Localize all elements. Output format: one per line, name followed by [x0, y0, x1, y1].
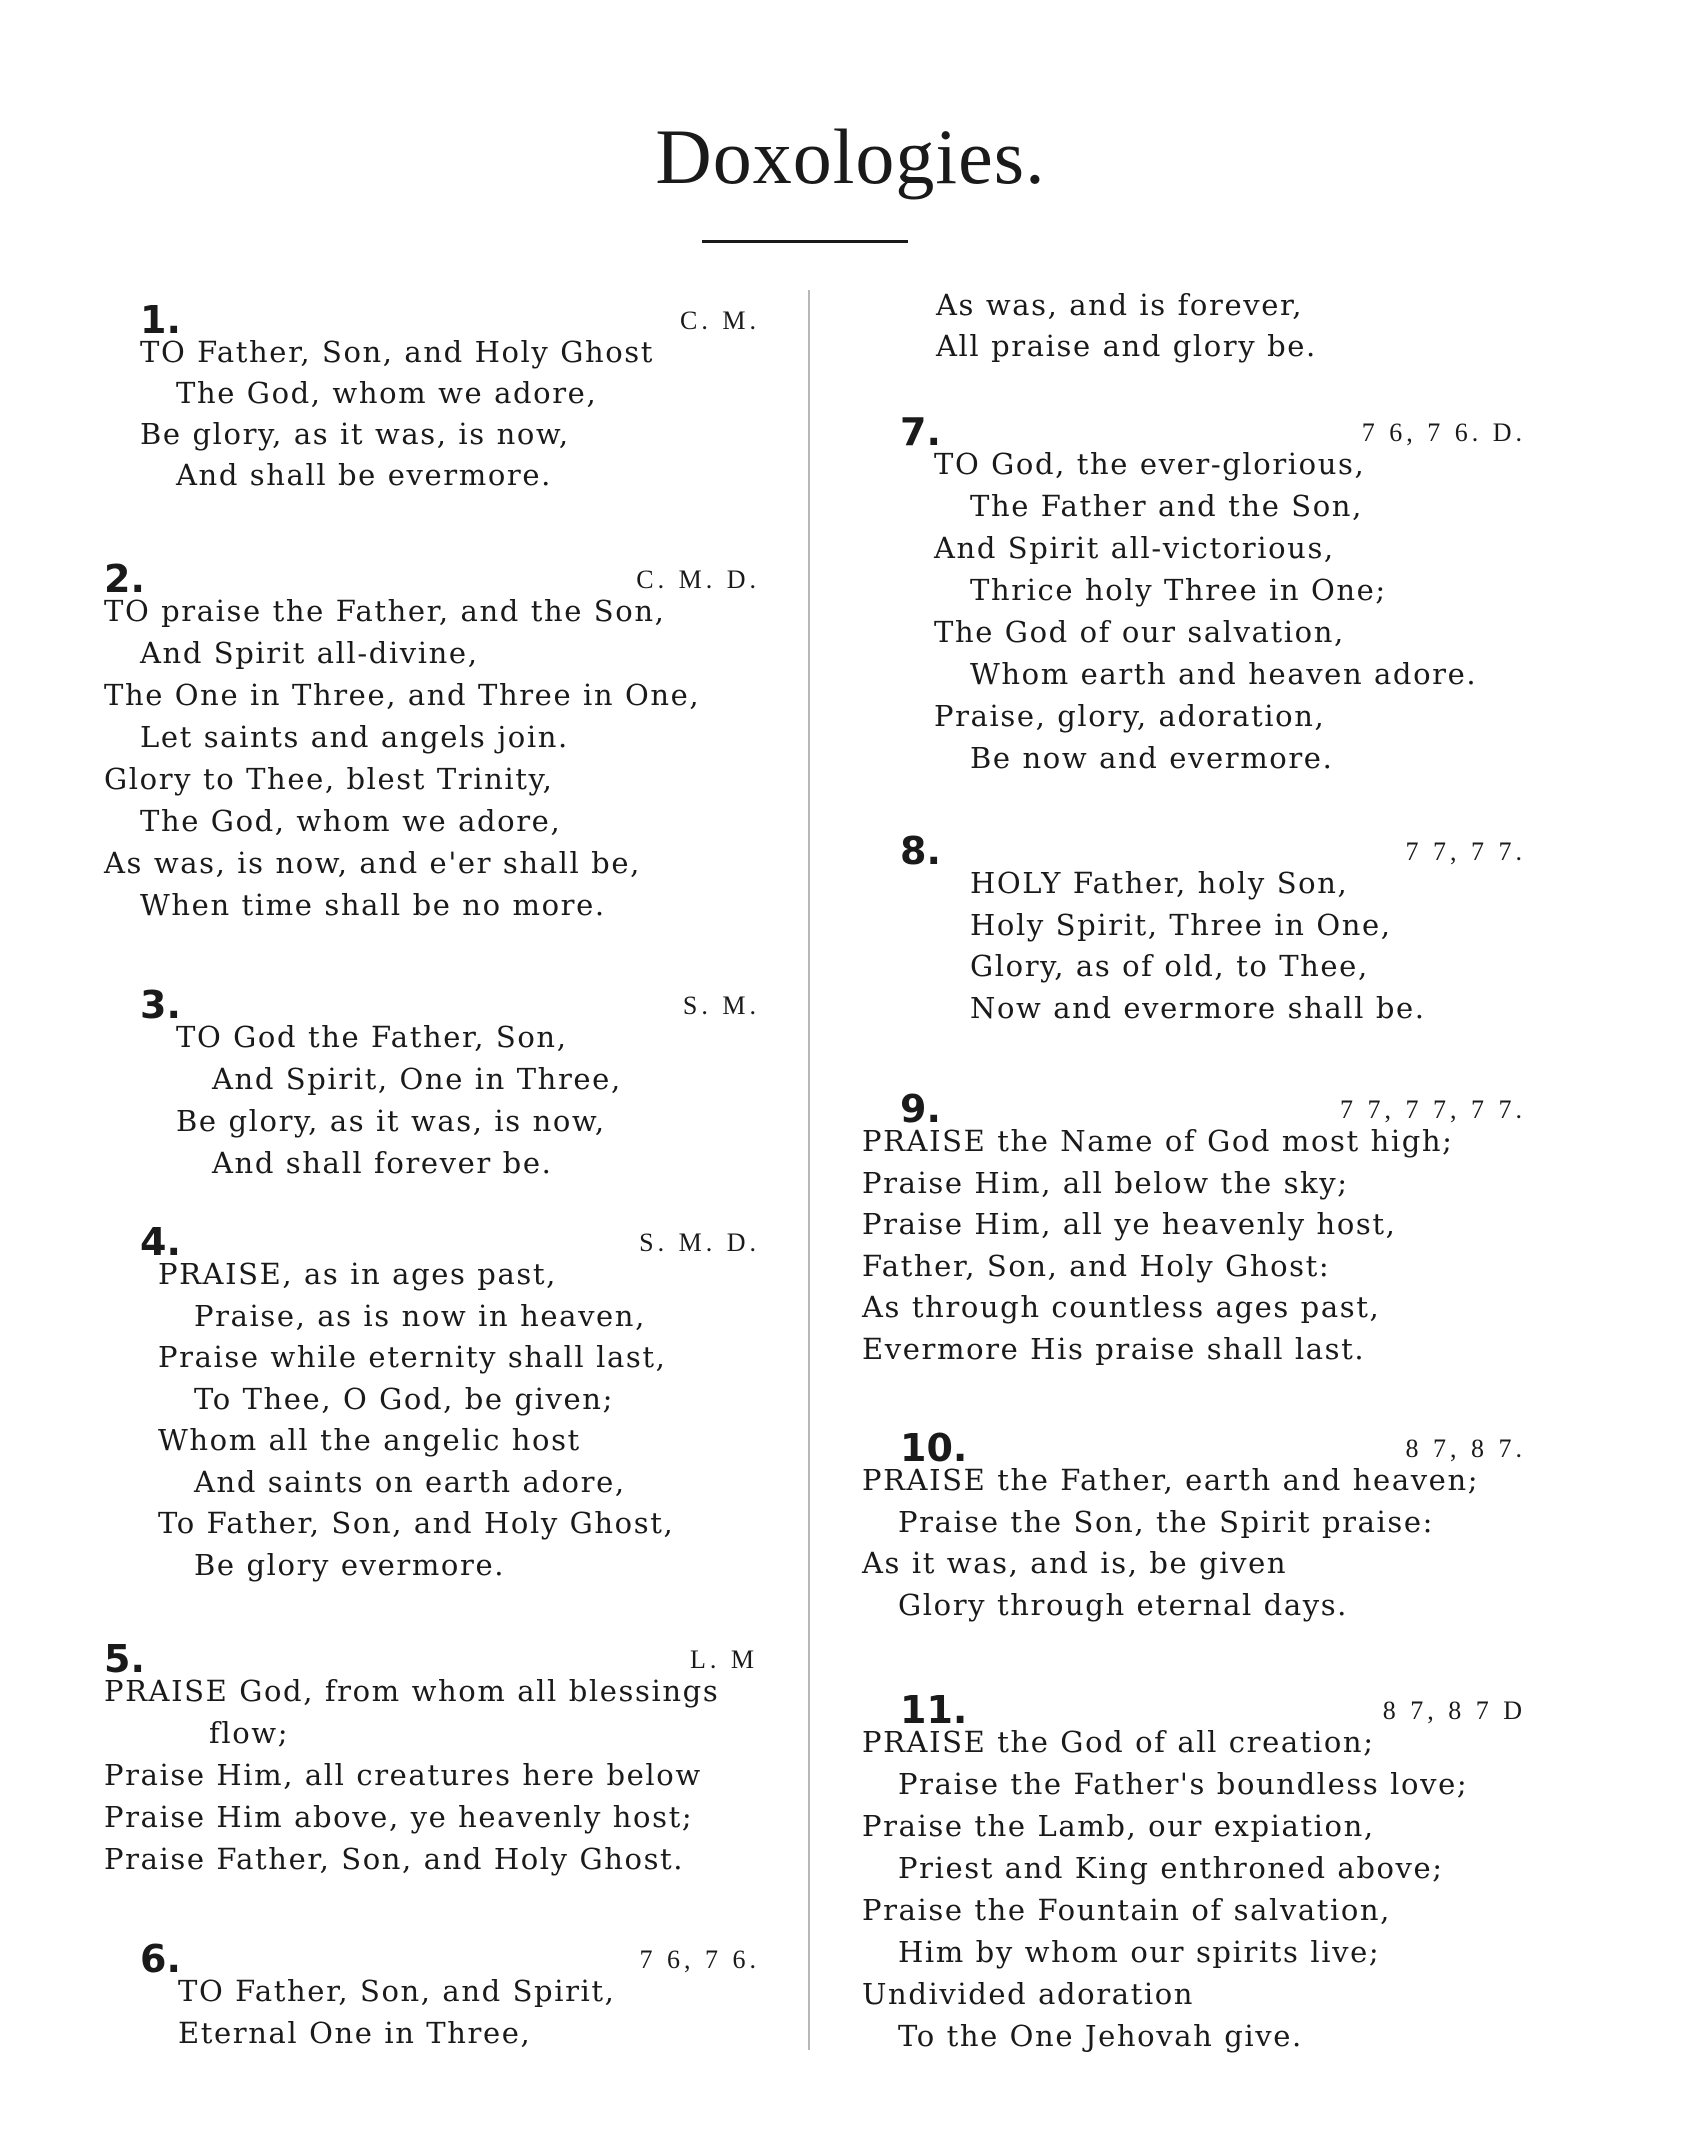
verse-line: When time shall be no more.	[140, 888, 606, 922]
verse-line: Be glory, as it was, is now,	[140, 417, 570, 451]
verse-line: As through countless ages past,	[862, 1290, 1381, 1324]
meter-label: 8 7, 8 7 D	[1382, 1696, 1526, 1725]
verse-line: Now and evermore shall be.	[970, 990, 1426, 1025]
verse-line: Let saints and angels join.	[140, 720, 569, 754]
verse-line: Praise while eternity shall last,	[158, 1340, 667, 1374]
verse-line: Be glory evermore.	[194, 1547, 506, 1582]
page-title: Doxologies.	[655, 113, 1046, 200]
doxology-number: 10.	[900, 1426, 968, 1470]
verse-line: Praise Him, all creatures here below	[104, 1758, 702, 1792]
doxology-number: 7.	[900, 410, 941, 454]
verse-line: Praise the Lamb, our expiation,	[862, 1809, 1375, 1843]
doxology-number: 9.	[900, 1087, 941, 1131]
verse-line: Be now and evermore.	[970, 741, 1334, 775]
meter-label: S. M. D.	[639, 1228, 760, 1257]
verse-line: Praise Him above, ye heavenly host;	[104, 1800, 694, 1834]
verse-line: PRAISE God, from whom all blessings	[104, 1674, 720, 1708]
meter-label: S. M.	[682, 991, 760, 1020]
verse-line: Father, Son, and Holy Ghost:	[862, 1248, 1331, 1283]
verse-line: As it was, and is, be given	[862, 1546, 1288, 1580]
title-rule	[702, 240, 908, 243]
verse-line: Whom all the angelic host	[158, 1423, 581, 1457]
verse-line: PRAISE the Name of God most high;	[862, 1124, 1454, 1158]
verse-line: To Thee, O God, be given;	[194, 1381, 614, 1416]
verse-line: Praise the Father's boundless love;	[898, 1767, 1469, 1801]
verse-line: PRAISE the God of all creation;	[862, 1725, 1375, 1759]
verse-line: Thrice holy Three in One;	[970, 573, 1387, 607]
verse-line: And Spirit all-victorious,	[934, 531, 1335, 565]
verse-line: TO Father, Son, and Spirit,	[178, 1974, 616, 2008]
verse-line: Praise, glory, adoration,	[934, 699, 1326, 733]
verse-line: And shall forever be.	[212, 1146, 553, 1180]
verse-line: And saints on earth adore,	[194, 1464, 626, 1499]
verse-line: All praise and glory be.	[936, 329, 1317, 363]
verse-line: And Spirit, One in Three,	[212, 1062, 622, 1096]
verse-line: As was, and is forever,	[936, 288, 1304, 322]
verse-line: Evermore His praise shall last.	[862, 1331, 1366, 1366]
verse-line: To Father, Son, and Holy Ghost,	[158, 1506, 675, 1540]
verse-line: To the One Jehovah give.	[898, 2019, 1303, 2053]
verse-line: And Spirit all-divine,	[140, 636, 479, 670]
verse-line: Glory through eternal days.	[898, 1587, 1348, 1622]
verse-line: Praise the Fountain of salvation,	[862, 1893, 1391, 1927]
verse-line: Be glory, as it was, is now,	[176, 1104, 606, 1138]
meter-label: 7 7, 7 7.	[1405, 837, 1526, 866]
verse-line: Glory to Thee, blest Trinity,	[104, 762, 554, 796]
doxology-number: 1.	[140, 298, 181, 342]
verse-line: Praise the Son, the Spirit praise:	[898, 1504, 1434, 1539]
verse-line: Priest and King enthroned above;	[898, 1851, 1444, 1885]
verse-line: Praise, as is now in heaven,	[194, 1298, 646, 1333]
verse-line: HOLY Father, holy Son,	[970, 866, 1349, 900]
verse-line: TO praise the Father, and the Son,	[104, 594, 666, 628]
doxology-number: 5.	[104, 1637, 145, 1681]
verse-line: Eternal One in Three,	[178, 2015, 532, 2050]
doxology-number: 11.	[900, 1688, 968, 1732]
verse-line: flow;	[209, 1716, 290, 1750]
doxology-number: 3.	[140, 983, 181, 1027]
verse-line: Praise Him, all ye heavenly host,	[862, 1207, 1397, 1241]
meter-label: 7 7, 7 7, 7 7.	[1340, 1095, 1526, 1124]
doxology-number: 4.	[140, 1220, 181, 1264]
doxology-number: 6.	[140, 1937, 181, 1981]
verse-line: Glory, as of old, to Thee,	[970, 949, 1369, 983]
verse-line: The Father and the Son,	[970, 489, 1363, 523]
verse-line: Him by whom our spirits live;	[898, 1935, 1381, 1969]
verse-line: PRAISE, as in ages past,	[158, 1257, 557, 1291]
verse-line: Praise Him, all below the sky;	[862, 1165, 1349, 1200]
verse-line: TO God the Father, Son,	[176, 1020, 568, 1054]
verse-line: TO God, the ever-glorious,	[934, 447, 1366, 481]
doxology-number: 2.	[104, 557, 145, 601]
verse-line: PRAISE the Father, earth and heaven;	[862, 1463, 1480, 1497]
verse-line: TO Father, Son, and Holy Ghost	[140, 335, 655, 369]
meter-label: 7 6, 7 6.	[639, 1945, 760, 1974]
verse-line: And shall be evermore.	[176, 458, 552, 492]
meter-label: 7 6, 7 6. D.	[1361, 418, 1526, 447]
column-divider	[808, 290, 810, 2050]
verse-line: Undivided adoration	[862, 1977, 1195, 2011]
verse-line: The God, whom we adore,	[140, 804, 562, 838]
verse-line: As was, is now, and e'er shall be,	[104, 846, 641, 880]
meter-label: 8 7, 8 7.	[1405, 1434, 1526, 1463]
verse-line: Whom earth and heaven adore.	[970, 657, 1478, 691]
doxology-number: 8.	[900, 829, 941, 873]
verse-line: The God of our salvation,	[934, 615, 1345, 649]
meter-label: C. M.	[680, 306, 760, 335]
verse-line: Praise Father, Son, and Holy Ghost.	[104, 1842, 685, 1876]
verse-line: The God, whom we adore,	[176, 376, 598, 410]
verse-line: The One in Three, and Three in One,	[104, 678, 701, 712]
verse-line: Holy Spirit, Three in One,	[970, 907, 1392, 942]
meter-label: C. M. D.	[636, 565, 760, 594]
meter-label: L. M	[690, 1645, 758, 1674]
